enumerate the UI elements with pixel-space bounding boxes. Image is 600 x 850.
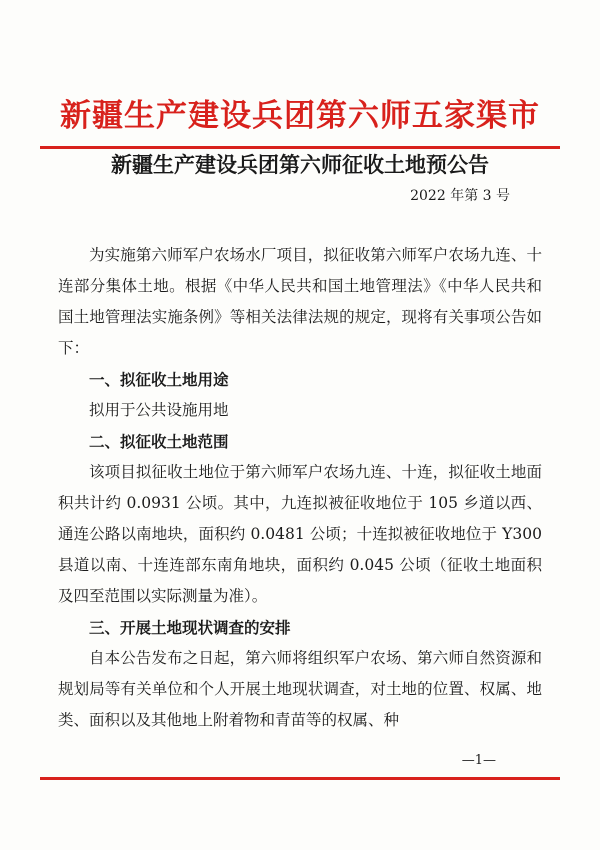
section2-heading: 二、拟征收土地范围 [89, 432, 229, 451]
section3-text: 自本公告发布之日起，第六师将组织军户农场、第六师自然资源和规划局等有关单位和个人开展土地现状调查，对土地的位置、权属、地类、面积以及其他地上附着物和青苗等的权属、种 [58, 649, 542, 729]
masthead-red-rule [40, 146, 560, 149]
footer-red-rule [40, 777, 560, 780]
document-title: 新疆生产建设兵团第六师征收土地预公告 [111, 152, 489, 177]
page-number: —1— [461, 753, 496, 768]
section1-text: 拟用于公共设施用地 [89, 401, 229, 419]
masthead-organization: 新疆生产建设兵团第六师五家渠市 [60, 98, 540, 134]
section2-text: 该项目拟征收土地位于第六师军户农场九连、十连，拟征收土地面积共计约 0.0931 公顷。其中，九连拟被征收地位于 105 乡道以西、通连公路以南地块，面积约 0.0481 公顷；十连拟被征收地位于 Y300 县道以南、十连连部东南角地块，面积约 0.045 公顷（征收土地面积及四至范围以实际测量为准）。 [58, 463, 542, 605]
intro-paragraph: 为实施第六师军户农场水厂项目，拟征收第六师军户农场九连、十连部分集体土地。根据《中华人民共和国土地管理法》《中华人民共和国土地管理法实施条例》等相关法律法规的规定，现将有关事项公告如下： [58, 246, 542, 357]
document-body [58, 240, 542, 736]
section3-heading: 三、开展土地现状调查的安排 [89, 618, 291, 637]
section1-heading: 一、拟征收土地用途 [89, 370, 229, 389]
document-number: 2022 年第 3 号 [410, 188, 510, 204]
